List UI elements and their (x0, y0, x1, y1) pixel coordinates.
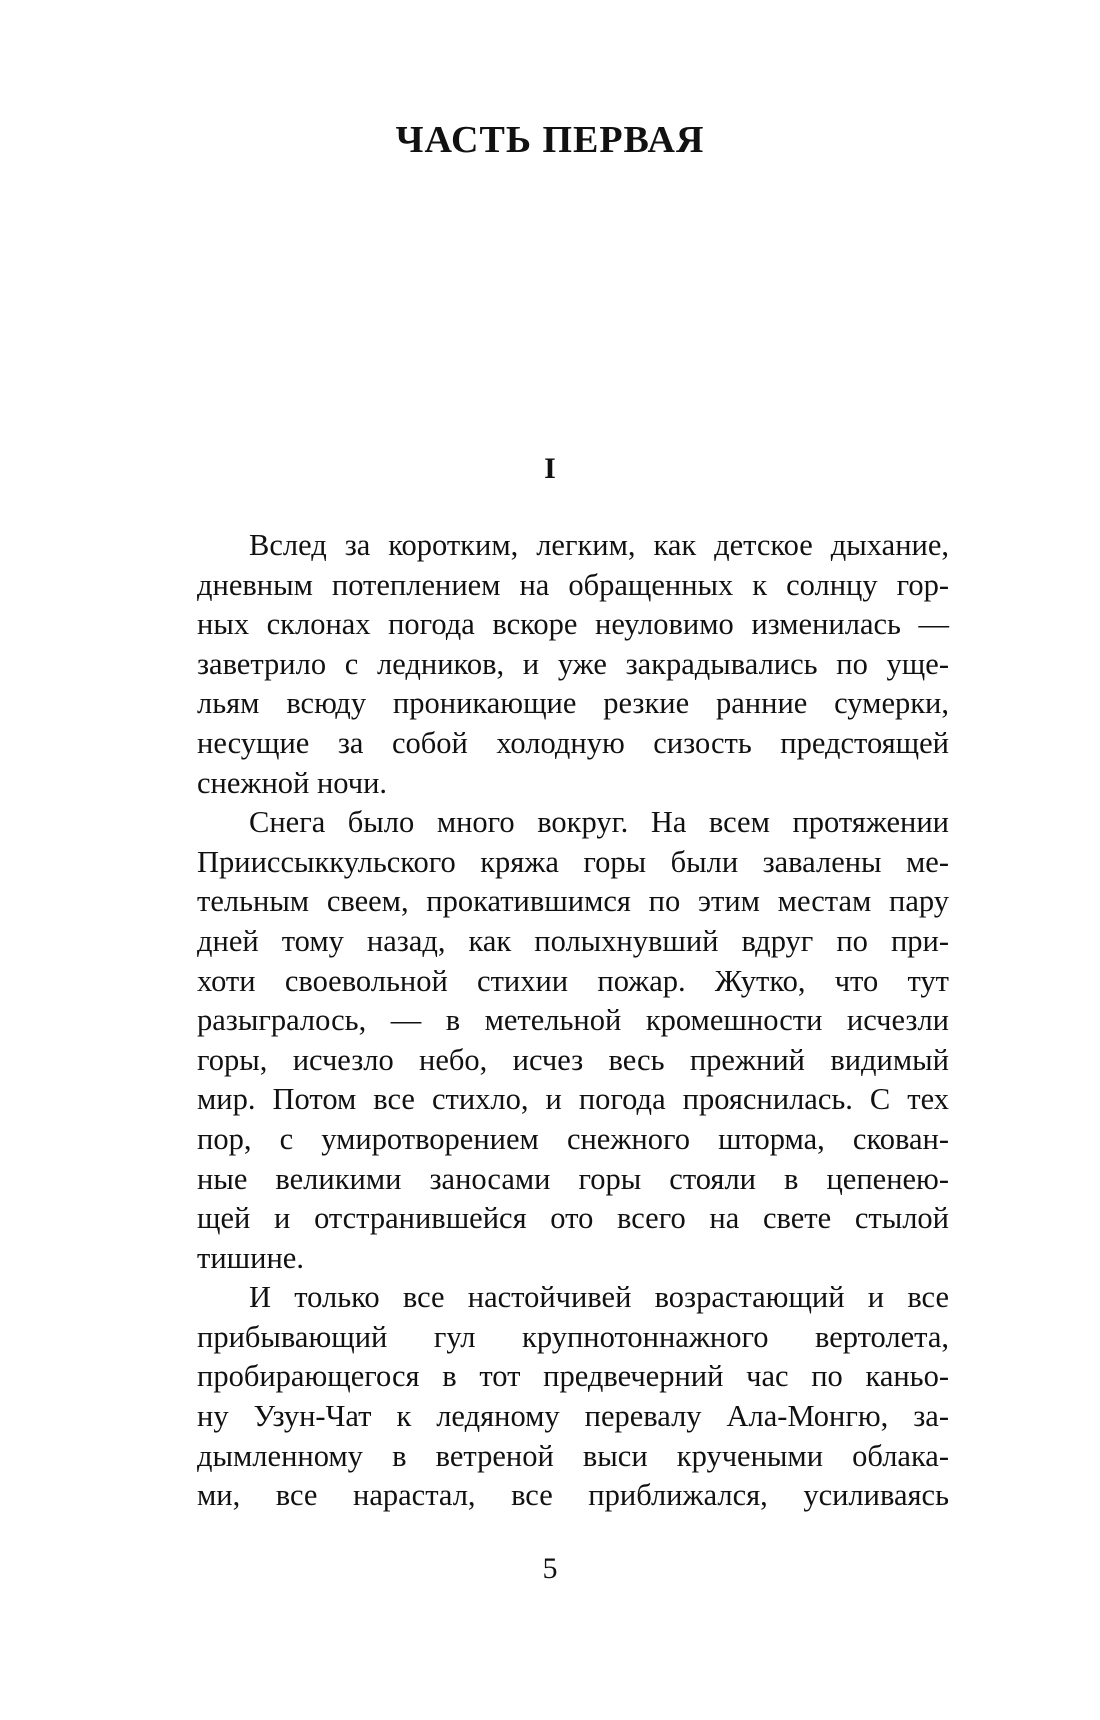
text-line: тишине. (197, 1240, 304, 1275)
text-line: горы, исчезло небо, исчез весь прежний видимый (197, 1042, 949, 1077)
text-line: Снега было много вокруг. На всем протяжении (249, 805, 949, 840)
text-line: льям всюду проникающие резкие ранние сумерки, (197, 686, 949, 721)
text-line: И только все настойчивей возрастающий и все (249, 1280, 949, 1315)
text-line: снежной ночи. (197, 765, 388, 800)
text-line: щей и отстранившейся ото всего на свете стылой (197, 1201, 949, 1236)
text-line: Приисcыккульского кряжа горы были завалены ме- (197, 844, 949, 879)
paragraph-2 (145, 803, 949, 1278)
text-line: мир. Потом все стихло, и погода прояснилась. С тех (197, 1082, 949, 1117)
chapter-number: I (544, 452, 556, 485)
text-line: ные великими заносами горы стояли в цепенею- (197, 1161, 949, 1196)
text-line: ми, все нарастал, все приближался, усиливаясь (197, 1478, 949, 1513)
text-line: пор, с умиротворением снежного шторма, скован- (197, 1121, 949, 1156)
text-line: Вслед за коротким, легким, как детское дыхание, (249, 528, 949, 562)
text-line: прибывающий гул крупнотоннажного вертолета, (197, 1319, 949, 1354)
text-line: хоти своевольной стихии пожар. Жутко, что тут (197, 963, 949, 998)
body-text (145, 526, 949, 1516)
text-line: заветрило с ледников, и уже закрадывались по уще- (197, 646, 949, 681)
text-line: пробирающегося в тот предвечерний час по каньо- (197, 1359, 949, 1394)
text-line: разыгралось, — в метельной кромешности исчезли (197, 1003, 949, 1038)
text-line: ных склонах погода вскоре неуловимо изменилась — (197, 607, 949, 642)
page-number: 5 (542, 1552, 558, 1585)
text-line: дымленному в ветреной выси кручеными облака- (197, 1438, 949, 1473)
paragraph-3 (145, 1278, 949, 1516)
text-line: тельным свеем, прокатившимся по этим местам пару (197, 884, 949, 919)
paragraph-1 (145, 526, 949, 803)
part-title: ЧАСТЬ ПЕРВАЯ (395, 119, 705, 161)
text-line: дней тому назад, как полыхнувший вдруг по при- (197, 923, 949, 958)
text-line: дневным потеплением на обращенных к солнцу гор- (197, 567, 949, 602)
text-line: ну Узун-Чат к ледяному перевалу Ала-Монгю, за- (197, 1399, 949, 1434)
text-line: несущие за собой холодную сизость предстоящей (197, 725, 949, 760)
